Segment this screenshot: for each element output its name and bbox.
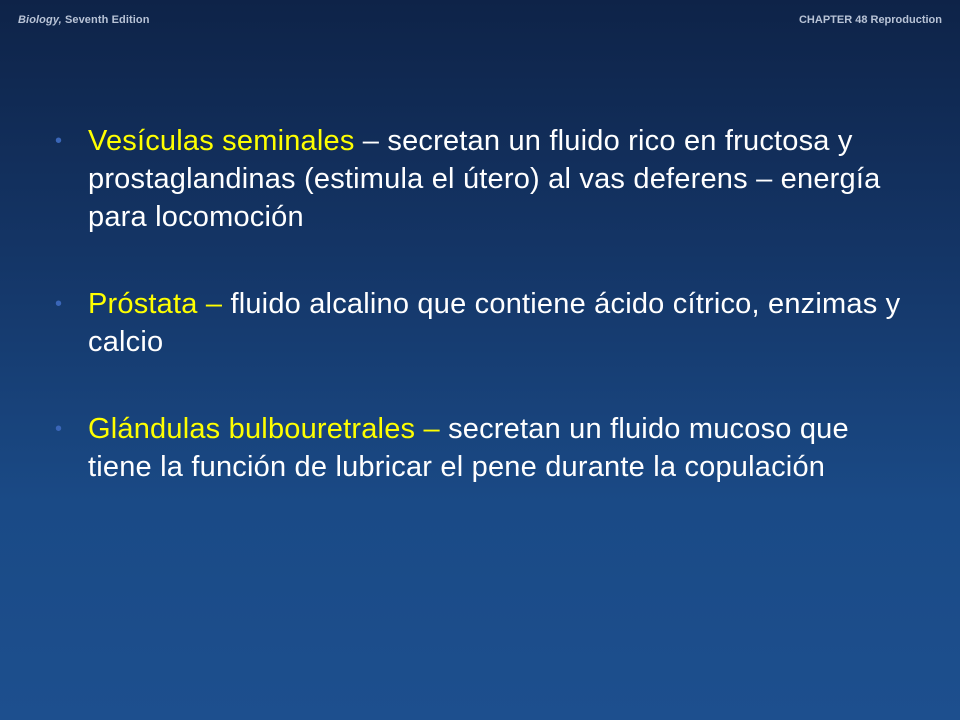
bullet-term: Vesículas seminales xyxy=(88,125,355,157)
book-title: Biology, xyxy=(18,14,62,26)
bullet-text: secretan un fluido mucoso que tiene la función de lubricar el pene durante la copulación xyxy=(88,413,849,483)
bullet-dot-icon: • xyxy=(55,293,63,315)
bullet-term: Próstata – xyxy=(88,288,223,320)
bullet-term: Glándulas bulbouretrales – xyxy=(88,413,440,445)
bullet-vesiculas-seminales xyxy=(55,122,905,236)
bullet-dot-icon: • xyxy=(55,130,63,152)
book-edition: Seventh Edition xyxy=(64,14,150,26)
slide-content xyxy=(55,122,905,486)
bullet-prostata xyxy=(55,285,905,361)
bullet-text: – secretan un fluido rico en fructosa y prostaglandinas (estimula el útero) al vas deferens – energía para locomoción xyxy=(88,125,881,233)
header-book-title xyxy=(18,14,150,26)
bullet-glandulas-bulbouretrales xyxy=(55,410,905,486)
bullet-text: fluido alcalino que contiene ácido cítrico, enzimas y calcio xyxy=(88,288,901,358)
bullet-dot-icon: • xyxy=(55,418,63,440)
header-chapter: CHAPTER 48 Reproduction xyxy=(798,14,942,26)
